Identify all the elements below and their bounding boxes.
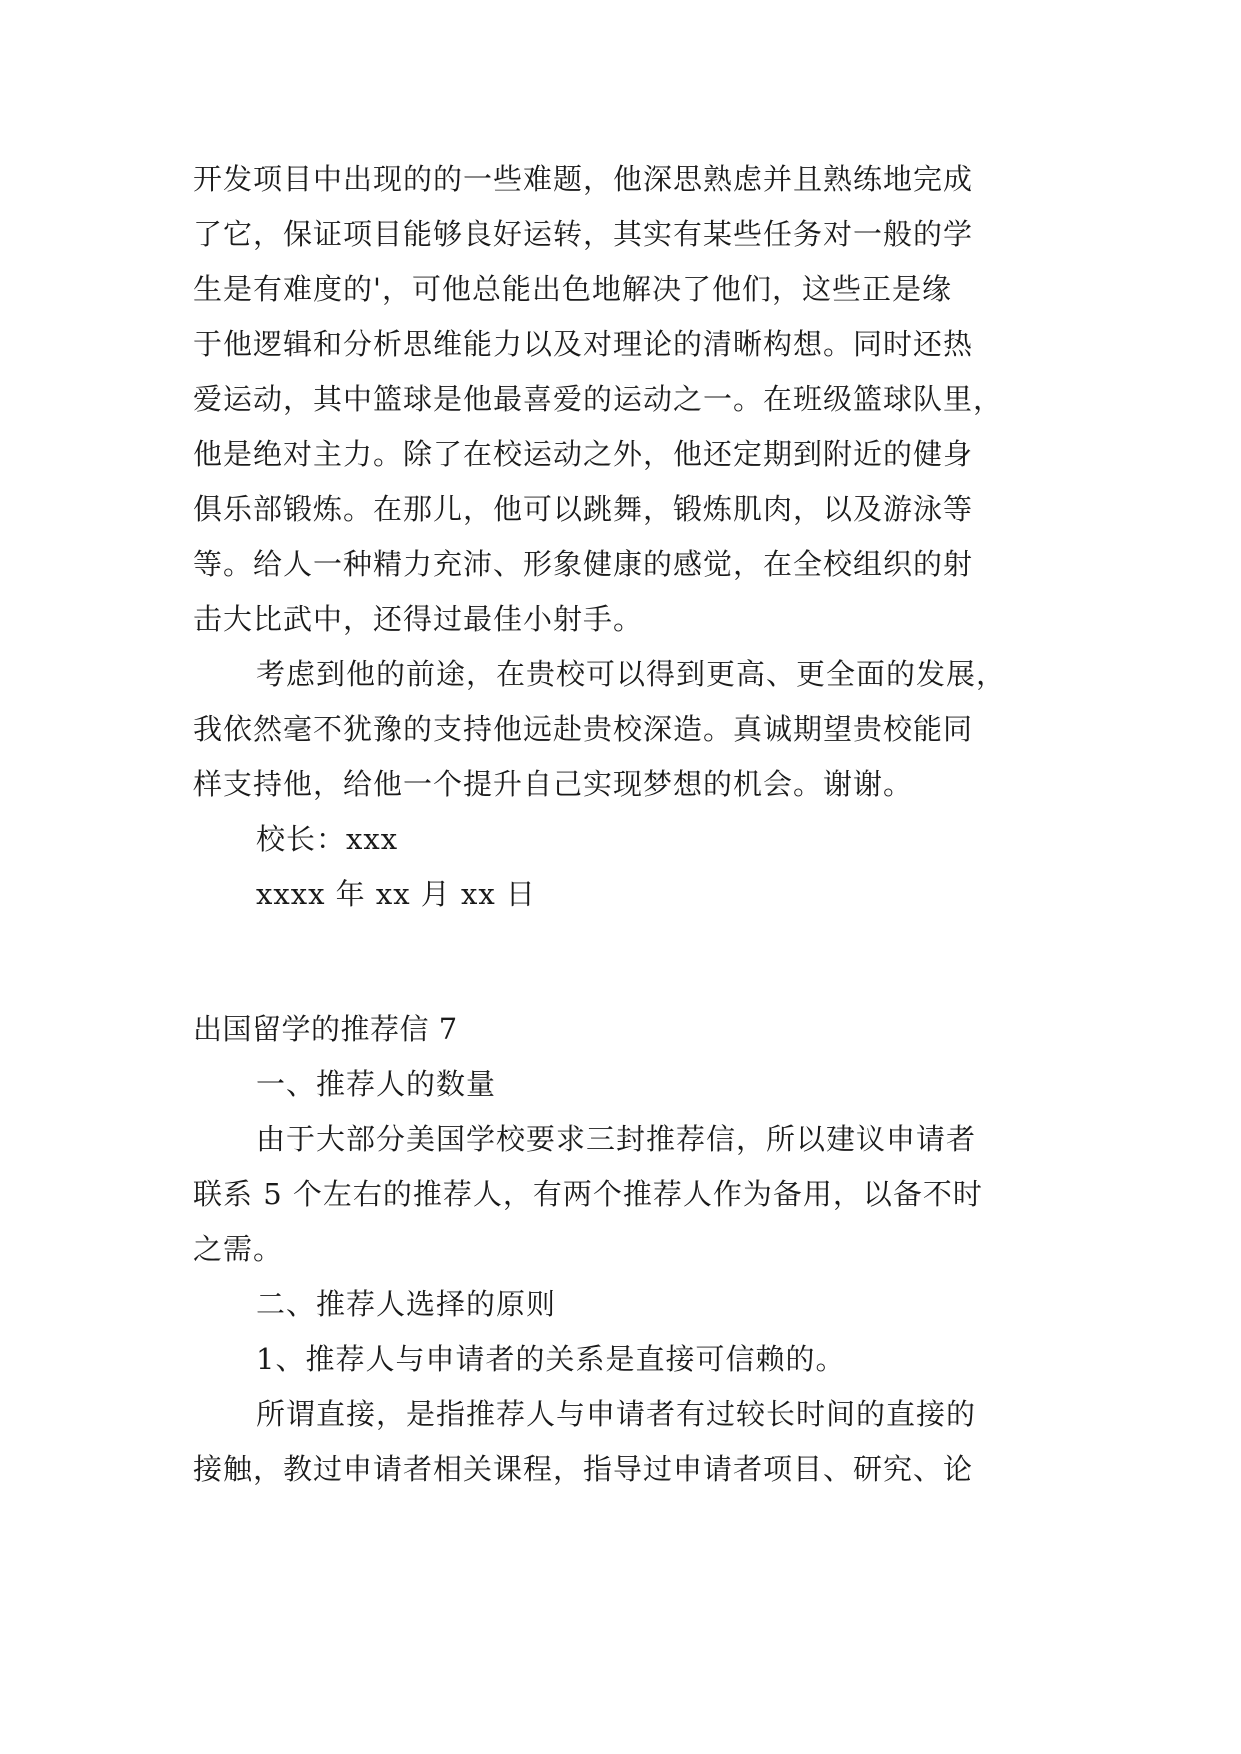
paragraph-line: 联系 5 个左右的推荐人，有两个推荐人作为备用，以备不时 [193,1177,983,1211]
paragraph-line: 俱乐部锻炼。在那儿，他可以跳舞，锻炼肌肉，以及游泳等 [193,492,974,526]
paragraph-line: 考虑到他的前途，在贵校可以得到更高、更全面的发展， [256,657,1007,691]
paragraph-line: 了它，保证项目能够良好运转，其实有某些任务对一般的学 [193,217,974,251]
paragraph-line: 所谓直接，是指推荐人与申请者有过较长时间的直接的 [256,1397,977,1431]
signature-principal: 校长：xxx [256,822,399,856]
paragraph-line: 于他逻辑和分析思维能力以及对理论的清晰构想。同时还热 [193,327,974,361]
paragraph-line: 爱运动，其中篮球是他最喜爱的运动之一。在班级篮球队里， [193,382,1004,416]
section-title: 出国留学的推荐信 7 [193,1012,458,1046]
paragraph-line: 样支持他，给他一个提升自己实现梦想的机会。谢谢。 [193,767,914,801]
letter-body [193,152,1061,922]
paragraph-line: 开发项目中出现的的一些难题，他深思熟虑并且熟练地完成 [193,162,974,196]
section-recommendation-7 [193,1002,1061,1497]
paragraph-line: 他是绝对主力。除了在校运动之外，他还定期到附近的健身 [193,437,974,471]
paragraph-line: 生是有难度的'，可他总能出色地解决了他们，这些正是缘 [193,272,952,306]
paragraph-line: 之需。 [193,1232,284,1266]
paragraph-line: 我依然毫不犹豫的支持他远赴贵校深造。真诚期望贵校能同 [193,712,974,746]
paragraph-line: 接触，教过申请者相关课程，指导过申请者项目、研究、论 [193,1452,974,1486]
subheading: 一、推荐人的数量 [256,1067,497,1101]
paragraph-line: 等。给人一种精力充沛、形象健康的感觉，在全校组织的射 [193,547,974,581]
paragraph-line: 击大比武中，还得过最佳小射手。 [193,602,644,636]
signature-date: xxxx 年 xx 月 xx 日 [256,877,536,911]
paragraph-line: 由于大部分美国学校要求三封推荐信，所以建议申请者 [256,1122,977,1156]
subheading: 二、推荐人选择的原则 [256,1287,557,1321]
paragraph-line: 1、推荐人与申请者的关系是直接可信赖的。 [256,1342,846,1376]
